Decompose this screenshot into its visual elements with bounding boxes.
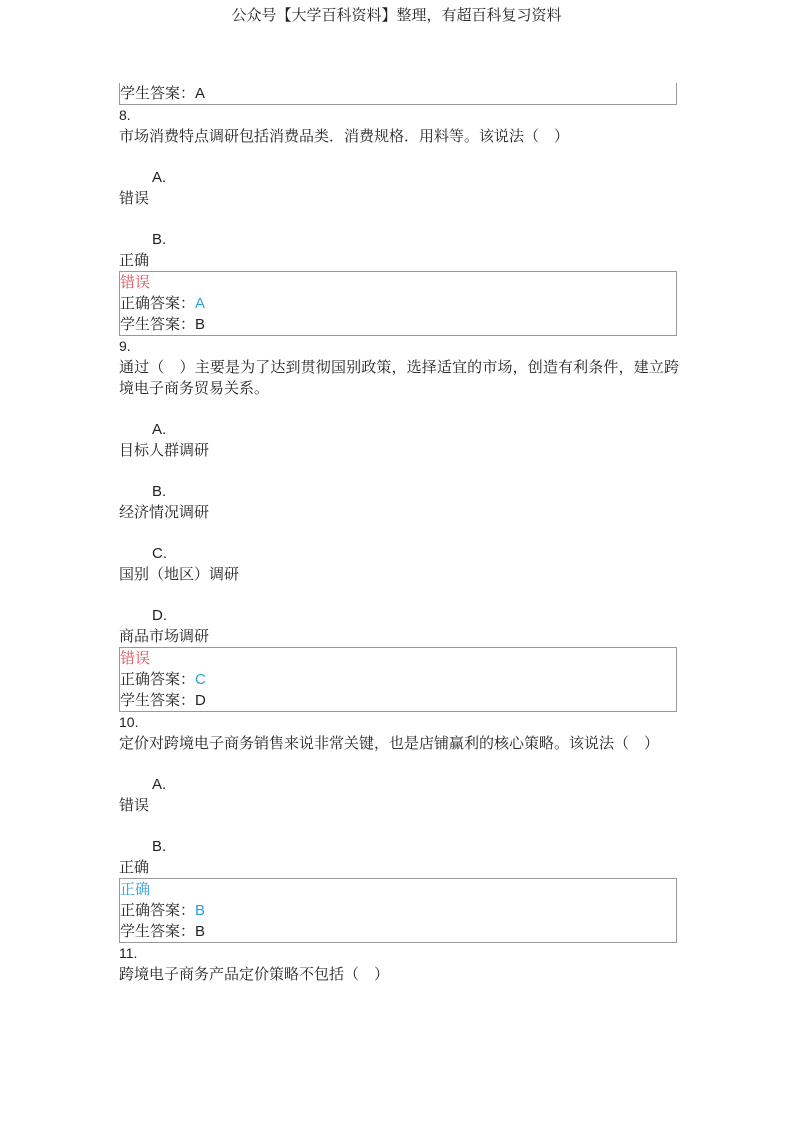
student-answer-label: 学生答案： [120,922,196,940]
option-letter: B. [152,231,167,248]
option-letter: D. [152,607,167,624]
student-answer-value: B [195,316,206,333]
option-letter: B. [152,483,167,500]
option-letter: A. [152,776,167,793]
student-answer-line [120,83,676,104]
correct-answer-line [120,669,676,690]
option-text: 正确 [119,251,150,269]
option-text: 国别（地区）调研 [119,565,240,583]
correct-answer-label: 正确答案： [120,670,196,688]
question-number: 10. [119,714,139,730]
student-answer-label: 学生答案： [120,84,196,102]
option-text: 目标人群调研 [119,441,210,459]
option-letter: A. [152,169,167,186]
student-answer-value: D [195,692,206,709]
option-letter: A. [152,421,167,438]
option-letter: B. [152,838,167,855]
question-stem: 通过（ ）主要是为了达到贯彻国别政策，选择适宜的市场，创造有利条件，建立跨境电子商务贸易关系。 [119,358,679,397]
answer-box-q8 [119,271,677,336]
result-status: 正确 [120,880,151,898]
option-letter: C. [152,545,167,562]
student-answer-line [120,690,676,711]
question-stem: 市场消费特点调研包括消费品类．消费规格．用料等。该说法（ ） [119,127,570,145]
correct-answer-line [120,900,676,921]
question-number: 9. [119,338,131,354]
answer-box-q7 [119,83,677,105]
student-answer-line [120,921,676,942]
option-text: 错误 [119,189,150,207]
option-text: 正确 [119,858,150,876]
correct-answer-label: 正确答案： [120,901,196,919]
correct-answer-label: 正确答案： [120,294,196,312]
option-text: 经济情况调研 [119,503,210,521]
correct-answer-value: A [195,295,206,312]
student-answer-label: 学生答案： [120,315,196,333]
result-status: 错误 [120,649,151,667]
question-number: 8. [119,107,131,123]
option-text: 商品市场调研 [119,627,210,645]
page-header: 公众号【大学百科资料】整理，有超百科复习资料 [231,6,562,24]
correct-answer-value: B [195,902,206,919]
student-answer-value: B [195,923,206,940]
question-number: 11. [119,945,138,961]
answer-box-q10 [119,878,677,943]
option-text: 错误 [119,796,150,814]
question-stem: 定价对跨境电子商务销售来说非常关键，也是店铺赢利的核心策略。该说法（ ） [119,734,660,752]
result-status: 错误 [120,273,151,291]
question-stem: 跨境电子商务产品定价策略不包括（ ） [119,965,390,983]
correct-answer-line [120,293,676,314]
student-answer-label: 学生答案： [120,691,196,709]
answer-box-q9 [119,647,677,712]
student-answer-value: A [195,85,206,102]
quiz-content [119,83,679,1005]
correct-answer-value: C [195,671,206,688]
student-answer-line [120,314,676,335]
